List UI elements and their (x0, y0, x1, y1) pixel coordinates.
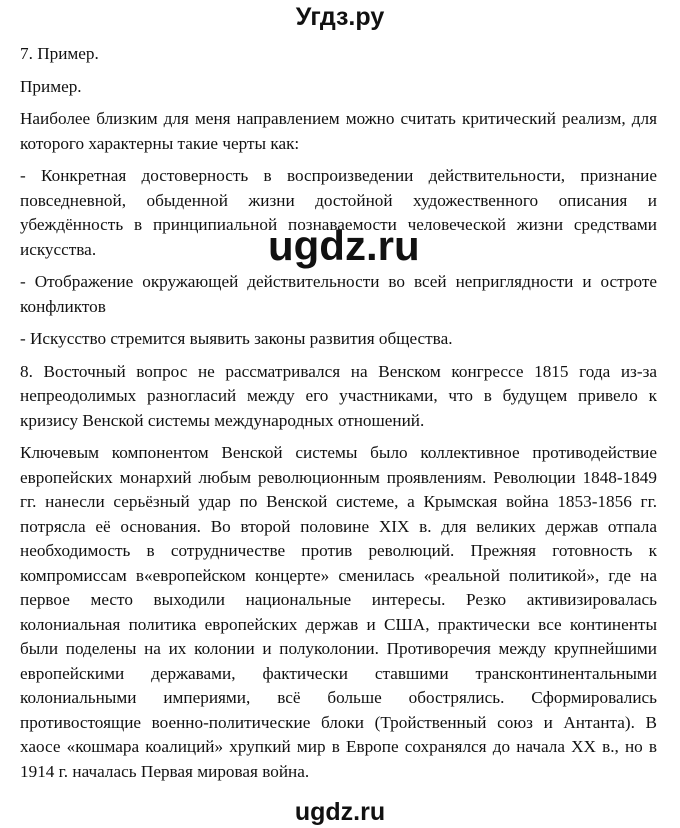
intro-paragraph: Наиболее близким для меня направлением можно считать критический реализм, для которого характерны такие черты как: (20, 109, 657, 153)
item-8-paragraph: 8. Восточный вопрос не рассматривался на Венском конгрессе 1815 года из-за непреодолимых разногласий между его участниками, что в будущем привело к кризису Венской системы международных отношений. (20, 361, 657, 430)
item-7-heading: 7. Пример. (20, 44, 99, 63)
document-body (20, 42, 657, 792)
example-label: Пример. (20, 76, 82, 96)
site-logo-footer: ugdz.ru (294, 798, 386, 826)
watermark-logo: ugdz.ru (268, 222, 420, 269)
site-logo-header: Угдз.ру (295, 3, 385, 31)
bullet-paragraph: - Конкретная достоверность в воспроизведении действительности, признание повседневной, обыденной жизни достойной художественного описания и убеждённость в принципиальной познаваемости человеческой жизни средствами искусства. (20, 166, 657, 259)
bullet-paragraph: - Искусство стремится выявить законы развития общества. (20, 329, 453, 348)
vienna-system-paragraph: Ключевым компонентом Венской системы было коллективное противодействие европейских монархий любым революционным проявлениям. Революции 1848-1849 гг. нанесли серьёзный удар по Венской системе, а Крымская война 1853-1856 гг. потрясла её основания. Во второй половине XIX в. для великих держав отпала необходимость в сотрудничестве против революций. Прежняя готовность к компромиссам в«европейском концерте» сменилась «реальной политикой», где на первое место выходили национальные интересы. Резко активизировалась колониальная политика европейских держав и США, практически все континенты были поделены на их колонии и полуколонии. Противоречия между крупнейшими европейскими державами, фактически ставшими трансконтинентальными колониальными империями, всё больше обострялись. Сформировались противостоящие военно-политические блоки (Тройственный союз и Антанта). В хаосе «кошмара коалиций» хрупкий мир в Европе сохранялся до начала XX в., но в 1914 г. началась Первая мировая война. (20, 443, 657, 781)
bullet-paragraph: - Отображение окружающей действительности во всей неприглядности и остроте конфликтов (20, 272, 657, 316)
